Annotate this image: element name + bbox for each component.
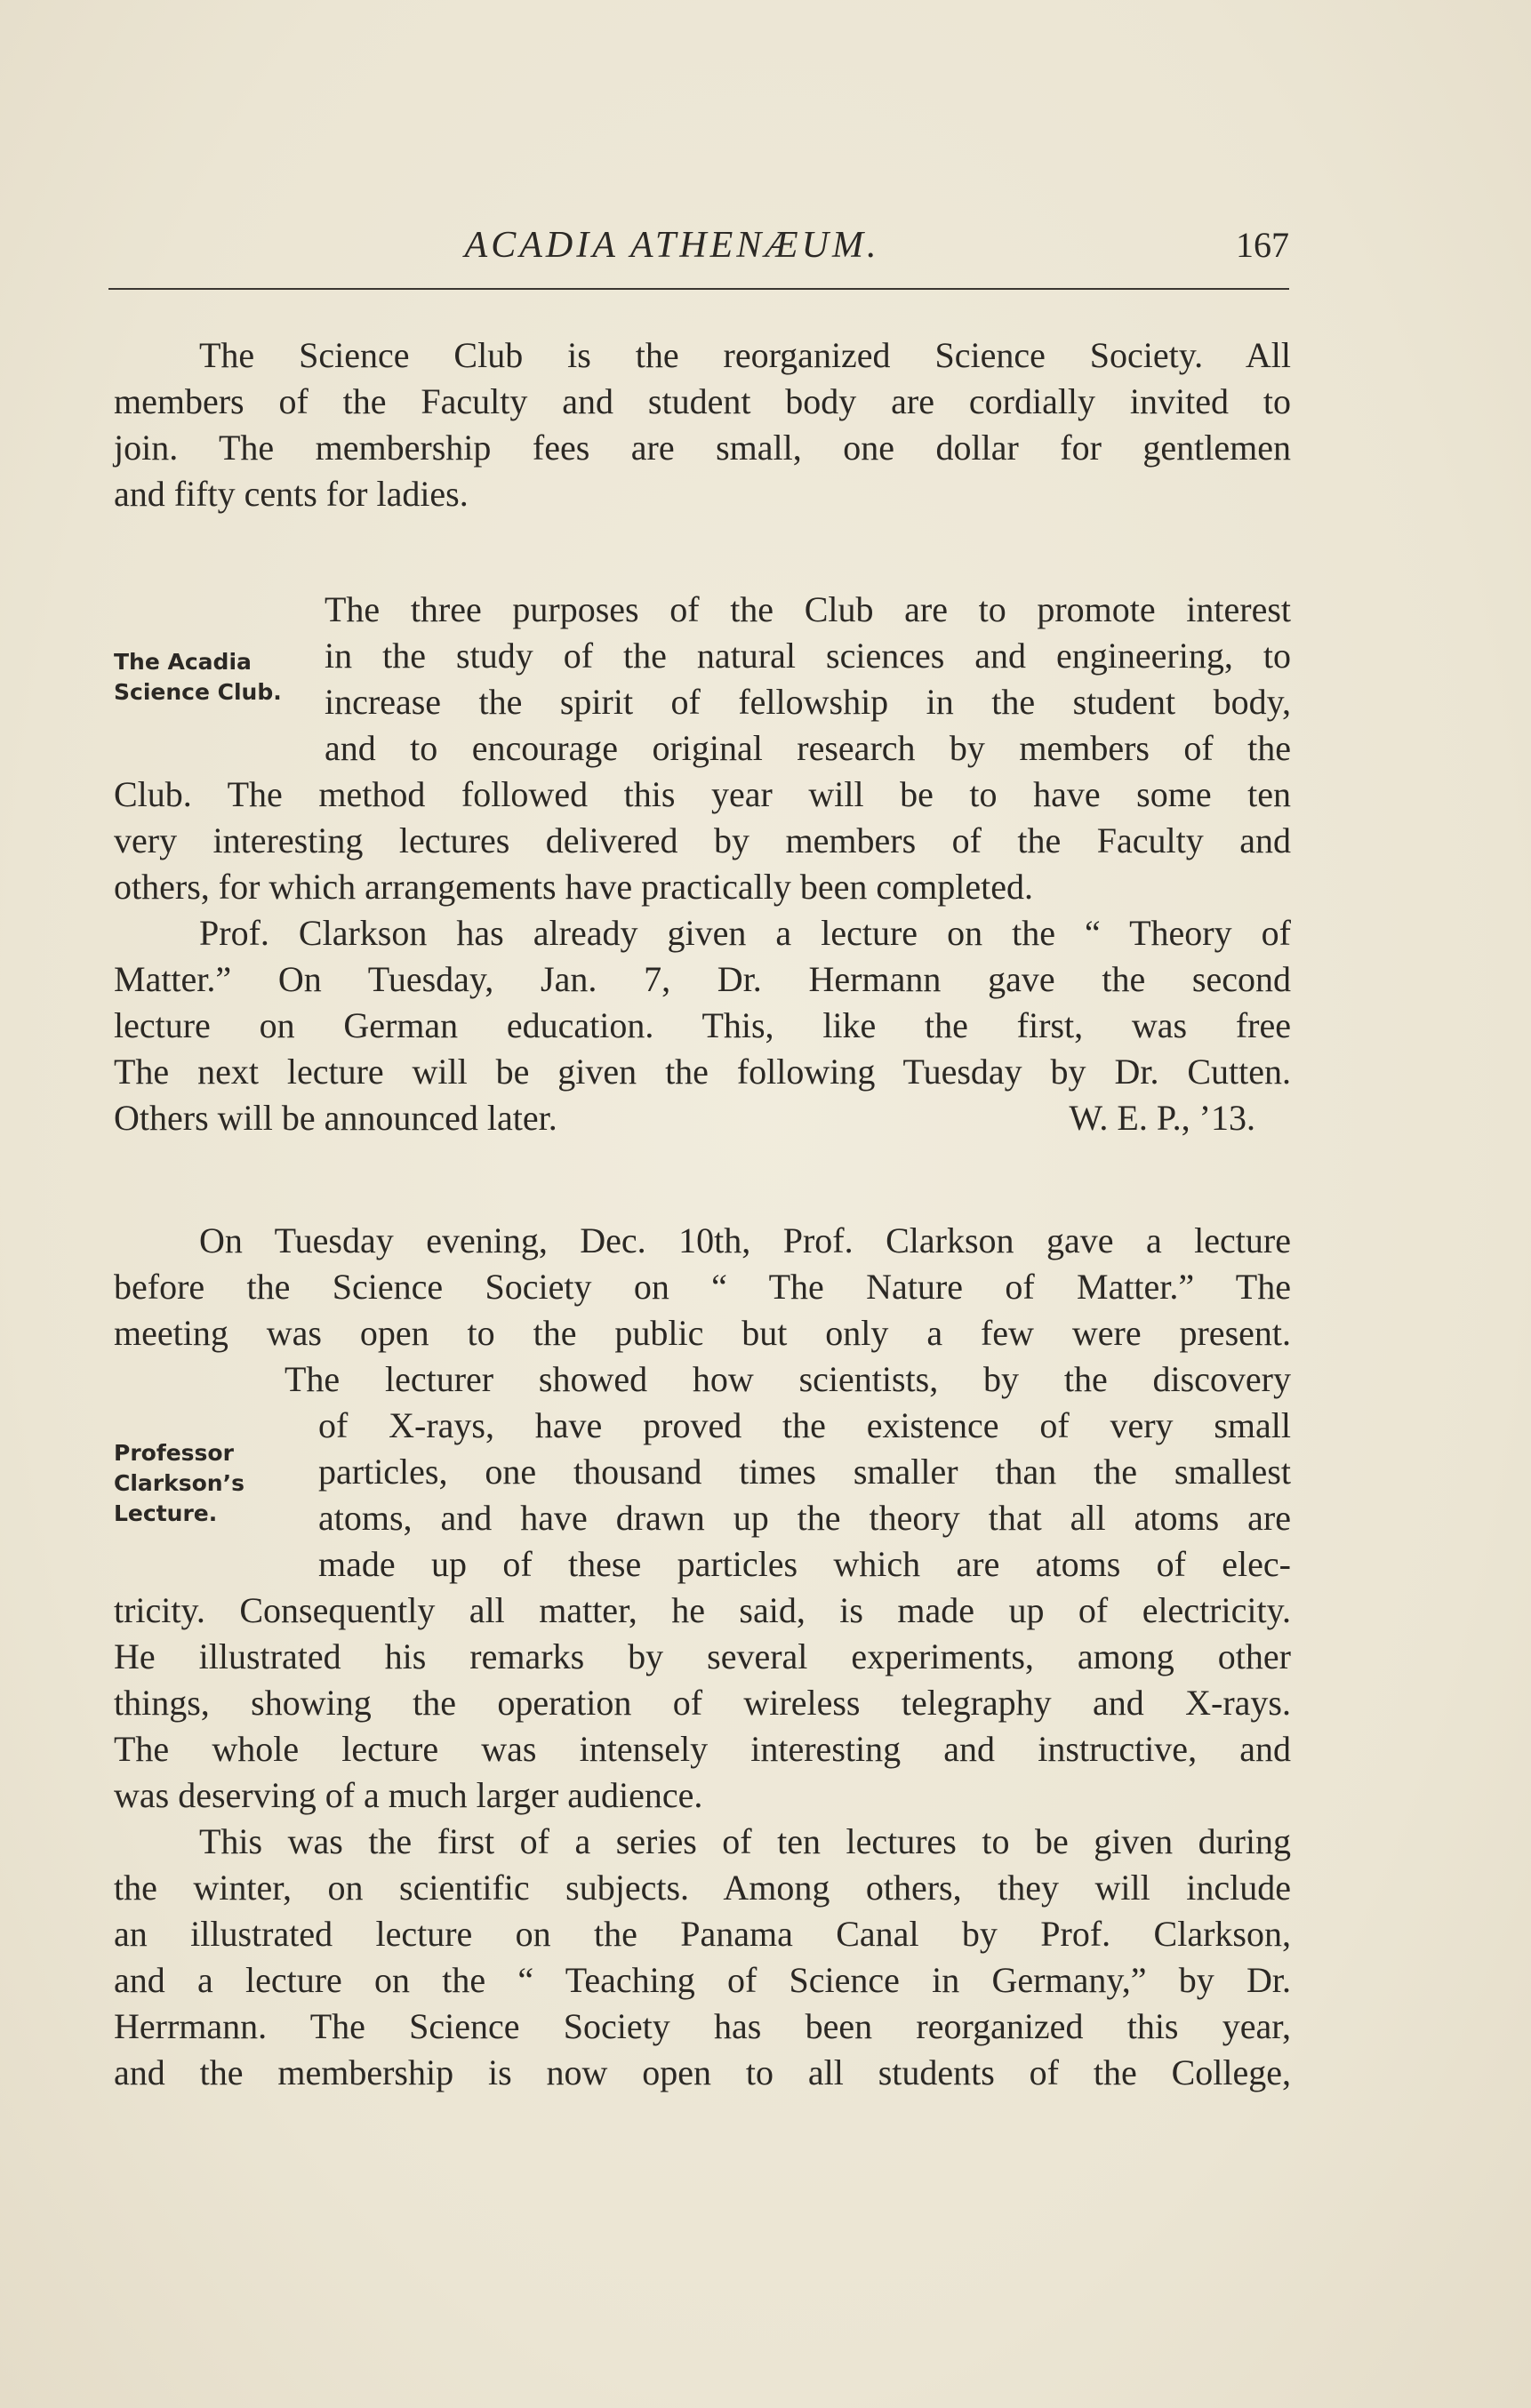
text-line: The Science Club is the reorganized Science Society. All (199, 335, 1291, 375)
sidenote-line: The Acadia (114, 649, 252, 675)
text-line: others, for which arrangements have practically been completed. (114, 867, 1034, 907)
sidenote-line: Science Club. (114, 679, 282, 705)
text-line: meeting was open to the public but only a few were present. (114, 1313, 1291, 1353)
paragraph-club-purposes (114, 587, 1291, 1141)
sidenote-line: Professor (114, 1440, 234, 1466)
text-line: Club. The method followed this year will be to have some ten (114, 774, 1291, 814)
sidenote-line: Lecture. (114, 1500, 218, 1526)
header-rule (108, 288, 1289, 290)
text-line: very interesting lectures delivered by members of the Faculty and (114, 820, 1291, 860)
paragraph-clarkson-lecture (114, 1218, 1291, 2096)
text-line: an illustrated lecture on the Panama Canal by Prof. Clarkson, (114, 1914, 1291, 1954)
text-line: The whole lecture was intensely interesting and instructive, and (114, 1729, 1291, 1769)
text-line: and to encourage original research by members of the (325, 728, 1291, 768)
text-line: Prof. Clarkson has already given a lecture on the “ Theory of (199, 913, 1291, 953)
text-line: and fifty cents for ladies. (114, 474, 469, 514)
signature: W. E. P., ’13. (1069, 1098, 1255, 1138)
text-line: On Tuesday evening, Dec. 10th, Prof. Clarkson gave a lecture (199, 1220, 1291, 1260)
text-line: This was the first of a series of ten lectures to be given during (199, 1821, 1291, 1861)
text-line: before the Science Society on “ The Nature of Matter.” The (114, 1267, 1291, 1307)
running-header (108, 222, 1289, 290)
text-line: members of the Faculty and student body are cordially invited to (114, 381, 1291, 421)
text-line: The lecturer showed how scientists, by the discovery (285, 1359, 1291, 1399)
text-line: The next lecture will be given the following Tuesday by Dr. Cutten. (114, 1052, 1291, 1092)
text-line: Herrmann. The Science Society has been reorganized this year, (114, 2006, 1291, 2046)
text-line: in the study of the natural sciences and engineering, to (325, 636, 1291, 676)
text-line: of X-rays, have proved the existence of very small (318, 1405, 1291, 1445)
text-line: was deserving of a much larger audience. (114, 1775, 703, 1815)
paragraph-science-club-intro (114, 332, 1291, 517)
page-number: 167 (1236, 225, 1289, 265)
text-line: and a lecture on the “ Teaching of Science in Germany,” by Dr. (114, 1960, 1291, 2000)
text-line: Others will be announced later. (114, 1098, 557, 1138)
text-line: the winter, on scientific subjects. Among others, they will include (114, 1868, 1291, 1908)
text-line: particles, one thousand times smaller than the smallest (318, 1452, 1291, 1492)
text-line: things, showing the operation of wireless telegraphy and X-rays. (114, 1683, 1291, 1723)
text-line: and the membership is now open to all students of the College, (114, 2052, 1291, 2092)
text-line: Matter.” On Tuesday, Jan. 7, Dr. Hermann gave the second (114, 959, 1291, 999)
text-line: tricity. Consequently all matter, he said, is made up of electricity. (114, 1590, 1291, 1630)
text-line: atoms, and have drawn up the theory that all atoms are (318, 1498, 1291, 1538)
text-line: He illustrated his remarks by several experiments, among other (114, 1636, 1291, 1676)
text-line: increase the spirit of fellowship in the student body, (325, 682, 1291, 722)
text-line: join. The membership fees are small, one dollar for gentlemen (114, 428, 1291, 468)
text-line: The three purposes of the Club are to promote interest (325, 589, 1291, 629)
text-line-with-signature (114, 1095, 1291, 1141)
sidenote-line: Clarkson’s (114, 1470, 244, 1496)
text-line: lecture on German education. This, like the first, was free (114, 1005, 1291, 1045)
running-title: ACADIA ATHENÆUM. (464, 225, 880, 266)
text-line: made up of these particles which are atoms of elec- (318, 1544, 1291, 1584)
